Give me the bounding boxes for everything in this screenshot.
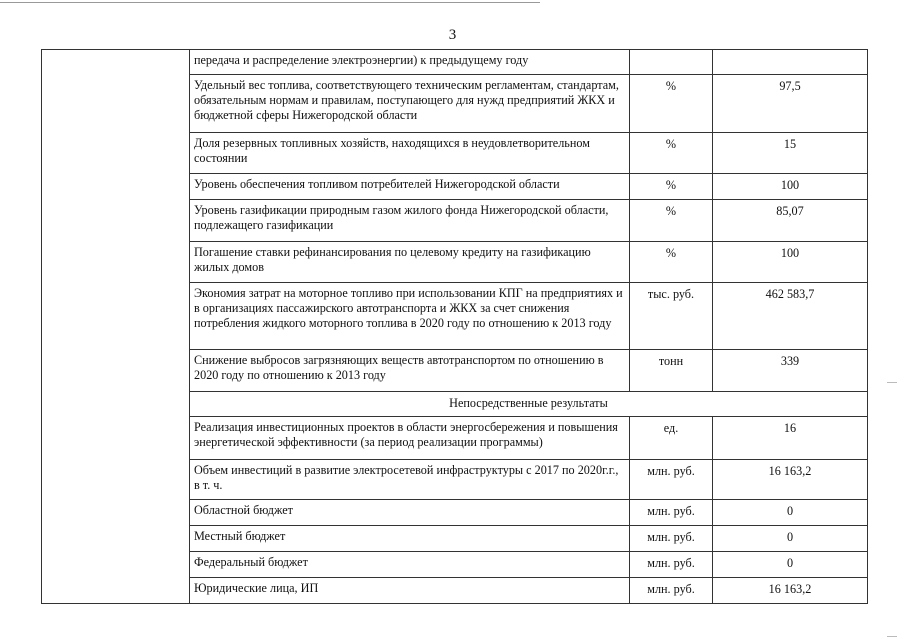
row-description: передача и распределение электроэнергии) к предыдущему году (190, 50, 630, 75)
row-value: 100 (713, 174, 868, 200)
section-title: Непосредственные результаты (190, 392, 868, 417)
row-unit: млн. руб. (630, 578, 713, 604)
row-description: Снижение выбросов загрязняющих веществ автотранспортом по отношению в 2020 году по отношению к 2013 году (190, 350, 630, 392)
row-unit: тонн (630, 350, 713, 392)
row-description: Уровень обеспечения топливом потребителей Нижегородской области (190, 174, 630, 200)
row-unit: млн. руб. (630, 526, 713, 552)
row-value: 16 163,2 (713, 460, 868, 500)
row-value: 462 583,7 (713, 283, 868, 350)
scan-top-line (0, 2, 540, 3)
row-description: Юридические лица, ИП (190, 578, 630, 604)
row-description: Уровень газификации природным газом жилого фонда Нижегородской области, подлежащего газификации (190, 200, 630, 242)
row-unit: % (630, 174, 713, 200)
row-unit (630, 50, 713, 75)
row-value: 97,5 (713, 75, 868, 133)
row-description: Погашение ставки рефинансирования по целевому кредиту на газификацию жилых домов (190, 242, 630, 283)
row-description: Доля резервных топливных хозяйств, находящихся в неудовлетворительном состоянии (190, 133, 630, 174)
row-description: Объем инвестиций в развитие электросетевой инфраструктуры с 2017 по 2020г.г., в т. ч. (190, 460, 630, 500)
row-unit: ед. (630, 417, 713, 460)
row-unit: % (630, 75, 713, 133)
row-description: Местный бюджет (190, 526, 630, 552)
row-unit: млн. руб. (630, 552, 713, 578)
row-value: 100 (713, 242, 868, 283)
row-description: Экономия затрат на моторное топливо при использовании КПГ на предприятиях и в организациях пассажирского автотранспорта и ЖКХ за счет снижения потребления жидкого моторного топлива в 2020 году по отношению к 2013 году (190, 283, 630, 350)
table-row (42, 50, 868, 75)
row-description: Областной бюджет (190, 500, 630, 526)
row-unit: тыс. руб. (630, 283, 713, 350)
row-description: Федеральный бюджет (190, 552, 630, 578)
scan-edge-mark (887, 636, 897, 637)
row-unit: млн. руб. (630, 500, 713, 526)
row-unit: % (630, 200, 713, 242)
row-description: Реализация инвестиционных проектов в области энергосбережения и повышения энергетической эффективности (за период реализации программы) (190, 417, 630, 460)
page-number: 3 (448, 27, 457, 43)
row-description: Удельный вес топлива, соответствующего техническим регламентам, стандартам, обязательным нормам и правилам, поступающего для нужд предприятий ЖКХ и бюджетной сферы Нижегородской области (190, 75, 630, 133)
row-unit: млн. руб. (630, 460, 713, 500)
row-value: 0 (713, 526, 868, 552)
row-value: 0 (713, 552, 868, 578)
row-unit: % (630, 242, 713, 283)
row-value: 16 163,2 (713, 578, 868, 604)
indicators-table (41, 49, 868, 604)
row-unit: % (630, 133, 713, 174)
row-value: 339 (713, 350, 868, 392)
row-value: 15 (713, 133, 868, 174)
left-merged-cell (42, 50, 190, 604)
row-value: 16 (713, 417, 868, 460)
row-value (713, 50, 868, 75)
row-value: 85,07 (713, 200, 868, 242)
scan-edge-mark (887, 382, 897, 383)
row-value: 0 (713, 500, 868, 526)
